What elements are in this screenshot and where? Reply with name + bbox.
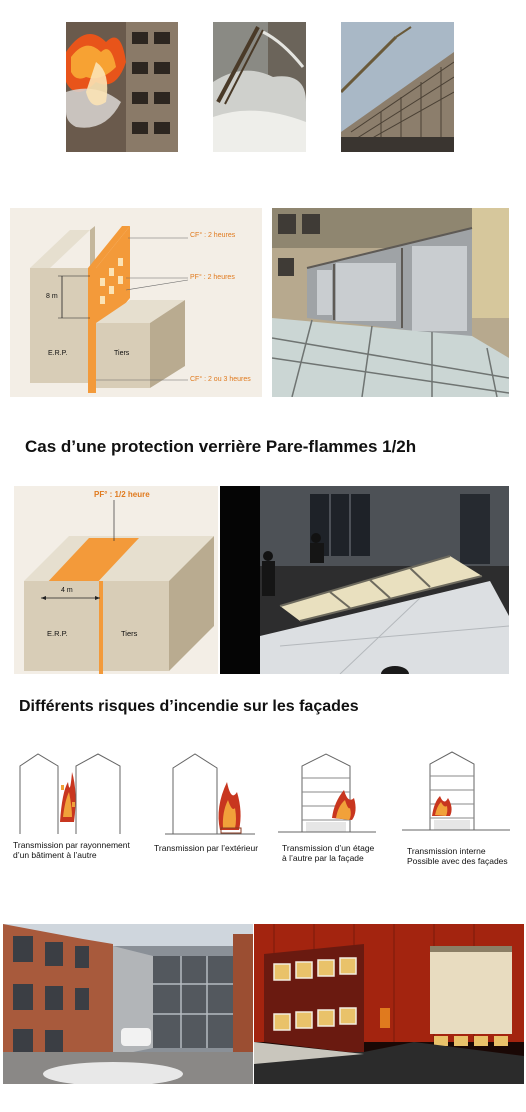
heading-fire-risks: Différents risques d’incendie sur les façades — [19, 698, 359, 715]
photo-glass-canopy-interior — [220, 486, 509, 674]
label-pf-half: PF° : 1/2 heure — [94, 490, 150, 499]
risk-caption-radiation: Transmission par rayonnement d’un bâtiment à l’autre — [13, 840, 130, 860]
photo-burning-building — [66, 22, 178, 152]
photo-facade-aerial — [341, 22, 454, 152]
label-cf-top: CF° : 2 heures — [190, 232, 236, 239]
risk-internal-diagram — [402, 750, 510, 836]
heading-glazing-protection: Cas d’une protection verrière Pare-flammes 1/2h — [25, 437, 417, 456]
label-pf: PF° : 2 heures — [190, 274, 235, 281]
diagram-firewall-half-hour — [14, 486, 218, 674]
risk-floor-to-floor-diagram — [278, 752, 376, 838]
label-width: 4 m — [61, 587, 73, 594]
diagram-firewall-2h — [10, 208, 262, 397]
risk-exterior-diagram — [165, 752, 255, 836]
photo-courtyard-facade — [3, 924, 253, 1084]
photo-firefighters-ladder — [213, 22, 306, 152]
risk-caption-exterior: Transmission par l’extérieur — [154, 843, 259, 853]
risk-caption-internal: Transmission interne Possible avec des façades — [407, 846, 508, 866]
label-cf-bottom: CF° : 2 ou 3 heures — [190, 376, 251, 383]
label-erp-2: E.R.P. — [47, 629, 68, 638]
photo-glazed-roof-blinds — [272, 208, 509, 397]
label-tiers-2: Tiers — [121, 629, 138, 638]
label-tiers: Tiers — [114, 350, 130, 357]
risk-radiation-diagram — [18, 752, 128, 836]
render-facade-blind-3d — [254, 924, 524, 1084]
label-erp: E.R.P. — [48, 350, 68, 357]
label-height: 8 m — [46, 293, 58, 300]
risk-caption-floor-to-floor: Transmission d’un étage à l’autre par la façade — [282, 843, 375, 863]
